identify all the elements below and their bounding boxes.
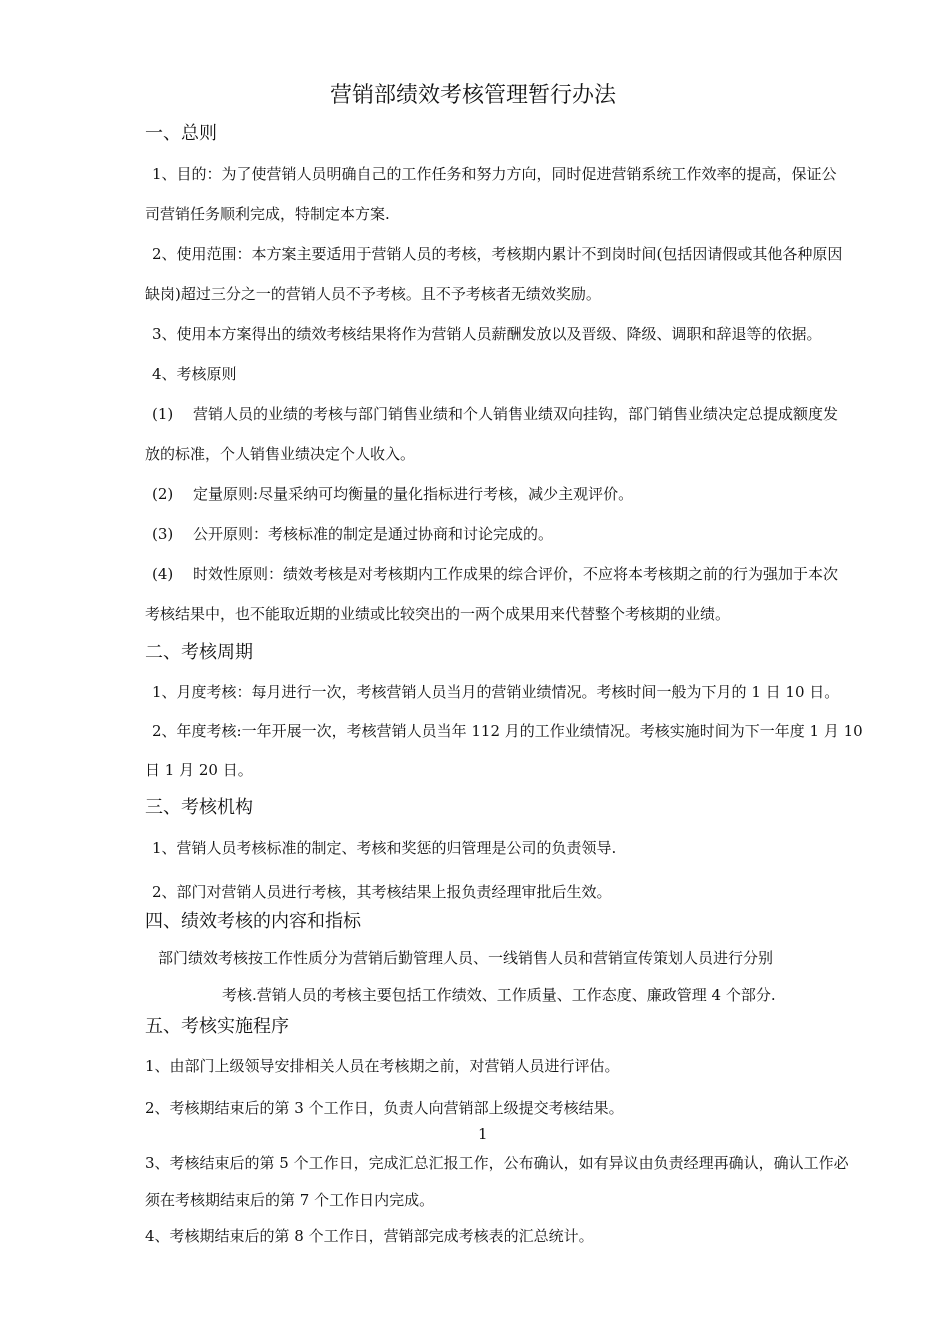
paragraph-line: 2、年度考核:一年开展一次，考核营销人员当年 112 月的工作业绩情况。考核实施时间为下一年度 1 月 10 bbox=[152, 722, 863, 740]
paragraph-line: 2、部门对营销人员进行考核，其考核结果上报负责经理审批后生效。 bbox=[152, 883, 612, 901]
document-title: 营销部绩效考核管理暂行办法 bbox=[330, 83, 617, 108]
paragraph-line: (2) 定量原则:尽量采纳可均衡量的量化指标进行考核，减少主观评价。 bbox=[152, 485, 634, 503]
paragraph-line: 1、目的：为了使营销人员明确自己的工作任务和努力方向，同时促进营销系统工作效率的提高，保证公 bbox=[152, 165, 837, 183]
section-heading: 一、总则 bbox=[145, 123, 217, 144]
paragraph-line: (4) 时效性原则：绩效考核是对考核期内工作成果的综合评价，不应将本考核期之前的行为强加于本次 bbox=[152, 565, 839, 583]
page-number: 1 bbox=[478, 1125, 488, 1143]
paragraph-line: 缺岗)超过三分之一的营销人员不予考核。且不予考核者无绩效奖励。 bbox=[145, 285, 601, 303]
paragraph-line: 部门绩效考核按工作性质分为营销后勤管理人员、一线销售人员和营销宣传策划人员进行分别 bbox=[158, 949, 774, 967]
paragraph-line: 3、考核结束后的第 5 个工作日，完成汇总汇报工作，公布确认，如有异议由负责经理再确认，确认工作必 bbox=[145, 1154, 849, 1172]
paragraph-line: 2、使用范围：本方案主要适用于营销人员的考核，考核期内累计不到岗时间(包括因请假或其他各种原因 bbox=[152, 245, 843, 263]
paragraph-line: 1、由部门上级领导安排相关人员在考核期之前，对营销人员进行评估。 bbox=[145, 1057, 620, 1075]
paragraph-line: 日 1 月 20 日。 bbox=[145, 761, 253, 779]
paragraph-line: 司营销任务顺利完成，特制定本方案. bbox=[145, 205, 390, 223]
section-heading: 二、考核周期 bbox=[145, 642, 253, 663]
paragraph-line: 1、营销人员考核标准的制定、考核和奖惩的归管理是公司的负责领导. bbox=[152, 839, 617, 857]
paragraph-line: (3) 公开原则：考核标准的制定是通过协商和讨论完成的。 bbox=[152, 525, 554, 543]
paragraph-line: 考核结果中，也不能取近期的业绩或比较突出的一两个成果用来代替整个考核期的业绩。 bbox=[145, 605, 731, 623]
section-heading: 五、考核实施程序 bbox=[145, 1016, 289, 1037]
paragraph-line: 须在考核期结束后的第 7 个工作日内完成。 bbox=[145, 1191, 435, 1209]
section-heading: 四、绩效考核的内容和指标 bbox=[145, 911, 361, 932]
section-heading: 三、考核机构 bbox=[145, 797, 253, 818]
paragraph-line: 考核.营销人员的考核主要包括工作绩效、工作质量、工作态度、廉政管理 4 个部分. bbox=[222, 986, 776, 1004]
paragraph-line: 2、考核期结束后的第 3 个工作日，负责人向营销部上级提交考核结果。 bbox=[145, 1099, 624, 1117]
paragraph-line: 3、使用本方案得出的绩效考核结果将作为营销人员薪酬发放以及晋级、降级、调职和辞退等的依据。 bbox=[152, 325, 822, 343]
paragraph-line: (1) 营销人员的业绩的考核与部门销售业绩和个人销售业绩双向挂钩，部门销售业绩决定总提成额度发 bbox=[152, 405, 839, 423]
paragraph-line: 4、考核期结束后的第 8 个工作日，营销部完成考核表的汇总统计。 bbox=[145, 1227, 594, 1245]
paragraph-line: 放的标准，个人销售业绩决定个人收入。 bbox=[145, 445, 416, 463]
paragraph-line: 1、月度考核：每月进行一次，考核营销人员当月的营销业绩情况。考核时间一般为下月的 1 日 10 日。 bbox=[152, 683, 840, 701]
paragraph-line: 4、考核原则 bbox=[152, 365, 237, 383]
